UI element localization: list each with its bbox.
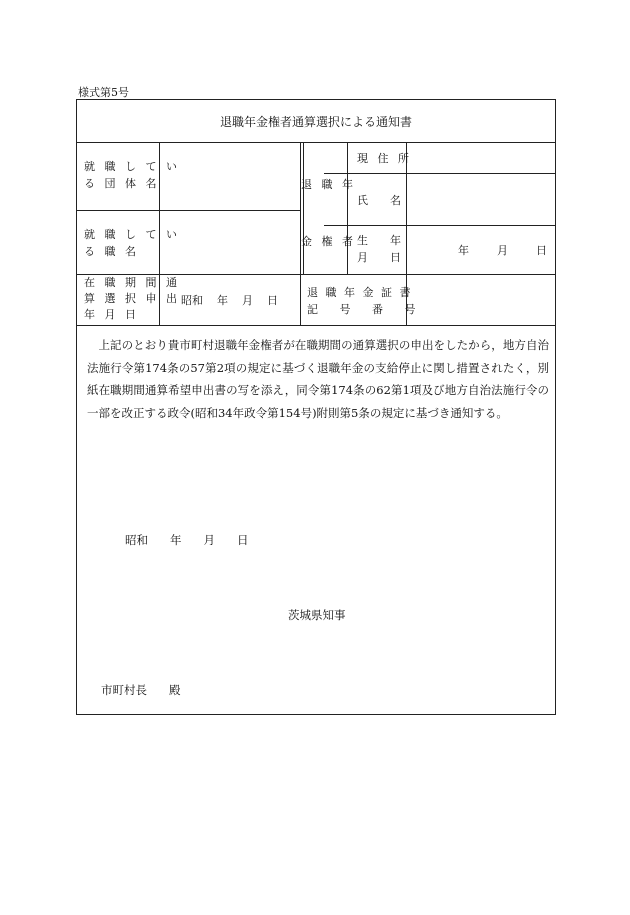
rule-period [77,325,555,326]
birth-date: 年 月 日 [458,244,547,257]
rule-address [324,173,555,174]
name-label: 氏 名 [357,194,401,207]
notice-body: 上記のとおり貴市町村退職年金権者が在職期間の通算選択の申出をしたから，地方自治法施行令第174条の57第2項の規定に基づく退職年金の支給停止に関し措置されたく，別紙在職期間通算希望申出書の写を添え，同令第174条の62第1項及び地方自治法施行令の一部を改正する政令(昭和34年政令第154号)附則第5条の規定に基づき通知する。 [87,338,549,420]
recipient: 市町村長 殿 [101,683,181,697]
rule-name [324,225,555,226]
post-label: 就 職 し て い る 職 名 [84,228,180,258]
governor-name: 茨城県知事 [288,608,346,622]
notice-form [76,99,556,715]
col-pensioner [347,142,348,274]
col-value-double [303,142,304,274]
notice-date: 昭和 年 月 日 [125,533,249,547]
org-label: 就 職 し て い る 団 体 名 [84,160,180,190]
cert-label: 退 職 年 金 証 書 記 号 番 号 [307,286,425,316]
rule-title [77,142,555,143]
pensioner-label-bottom: 金 権 者 [301,235,356,248]
address-label: 現 住 所 [357,152,412,165]
period-label: 在 職 期 間 通 算 選 択 申 出 年 月 日 [84,276,180,321]
period-date: 昭和 年 月 日 [181,294,278,307]
birth-label: 生 年 月 日 [357,234,401,264]
form-title: 退職年金権者通算選択による通知書 [219,114,412,129]
form-number: 様式第5号 [78,86,129,99]
pensioner-label-top: 退 職 年 [301,178,356,191]
rule-org [77,210,300,211]
